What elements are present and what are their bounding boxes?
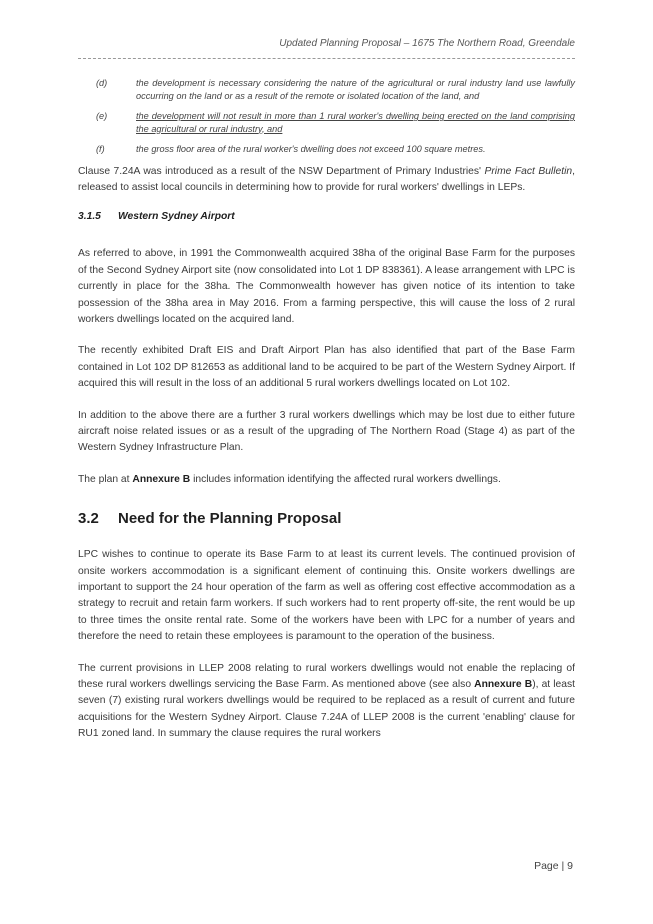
section-heading-3-1-5: 3.1.5 Western Sydney Airport: [78, 211, 235, 223]
annexure-paragraph: The plan at Annexure B includes information identifying the affected rural workers dwellings.: [78, 473, 501, 485]
clause-paragraph: Clause 7.24A was introduced as a result of the NSW Department of Primary Industries' Prime Fact Bulletin, released to assist local councils in determining how to provide for rural workers' dwellings in LEPs.: [78, 165, 575, 193]
page-content: [78, 77, 575, 758]
need-paragraph-2: The current provisions in LLEP 2008 relating to rural workers dwellings would not enable the replacing of these rural workers dwellings servicing the Base Farm. As mentioned above (see also Annexure B), at least seven (7) existing rural workers dwellings would be required to be replaced as a result of current and future acquisitions for the Western Sydney Airport. Clause 7.24A of LLEP 2008 is the current 'enabling' clause for RU1 zoned land. In summary the clause requires the rural workers: [78, 662, 575, 740]
need-paragraph-1: LPC wishes to continue to operate its Base Farm to at least its current levels. The continued provision of onsite workers accommodation is a significant element of continuing this. Onsite workers dwellings are important to support the 24 hour operation of the farm as well as offering cost effective accommodation as a strategy to recruit and retain farm workers. If such workers had to rent property off-site, the rent would be up to three times the onsite rental rate. Some of the workers have been with LPC for a number of years and therefore the need to retain these employees is paramount to the operation of the business.: [78, 549, 575, 643]
annexure-b-reference: Annexure B: [474, 679, 533, 691]
airport-paragraph-1: As referred to above, in 1991 the Commonwealth acquired 38ha of the original Base Farm for the purposes of the Second Sydney Airport site (now consolidated into Lot 1 DP 838361). A lease arrangement with LPC is currently in place for the 38ha. The Commonwealth however has given notice of its intention to take possession of the 38ha area in May 2016. From a farming perspective, this will cause the loss of 2 rural workers dwellings located on the acquired land.: [78, 248, 575, 325]
airport-paragraph-2: The recently exhibited Draft EIS and Draft Airport Plan has also identified that part of the Base Farm contained in Lot 102 DP 812653 as additional land to be acquired to be part of the Western Sydney Airport. If acquired this will result in the loss of an additional 5 rural workers dwellings located on Lot 102.: [78, 345, 575, 390]
header-divider: [78, 58, 575, 59]
list-item: (e) the development will not result in more than 1 rural worker's dwelling being erected on the land comprising the agricultural or rural industry, and: [96, 111, 575, 134]
page-number: Page | 9: [534, 860, 573, 872]
list-item: (f) the gross floor area of the rural worker's dwelling does not exceed 100 square metres.: [96, 144, 486, 154]
airport-paragraph-3: In addition to the above there are a further 3 rural workers dwellings which may be lost due to either future aircraft noise related issues or as a result of the upgrading of The Northern Road (Stage 4) as part of the Western Sydney Infrastructure Plan.: [78, 409, 575, 454]
section-heading-3-2: 3.2 Need for the Planning Proposal: [78, 510, 342, 528]
annexure-b-reference: Annexure B: [132, 473, 191, 485]
page-header: Updated Planning Proposal – 1675 The Northern Road, Greendale: [279, 38, 575, 49]
list-item: (d) the development is necessary considering the nature of the agricultural or rural industry land use lawfully occurring on the land or as a result of the remote or isolated location of the land, and: [96, 78, 575, 101]
